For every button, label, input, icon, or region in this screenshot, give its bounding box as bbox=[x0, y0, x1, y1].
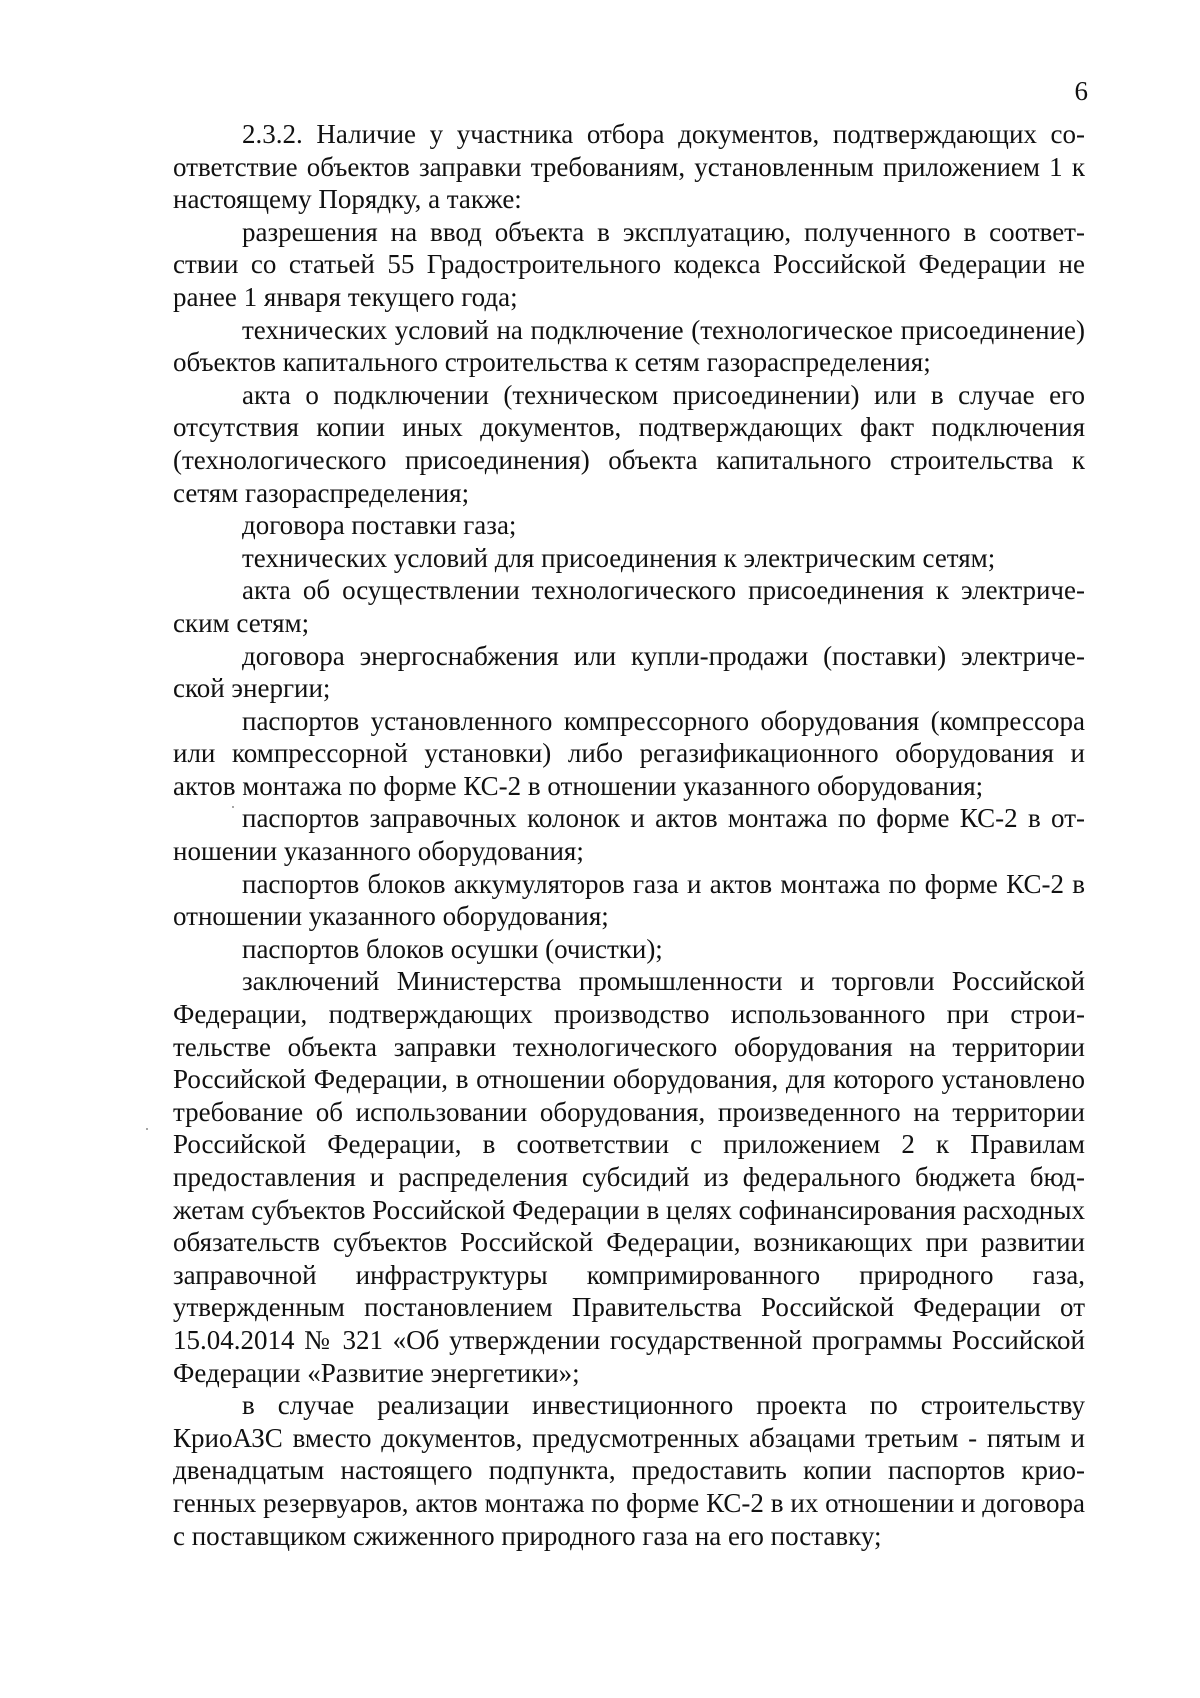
paragraph-electric-connection-conditions: технических условий для присоединения к электрическим сетям; bbox=[242, 542, 996, 573]
scan-speck bbox=[146, 1128, 148, 1130]
paragraph-commissioning-permit: разрешения на ввод объекта в эксплуатацию, полученного в соответствии со статьей 55 Градостроительного кодекса Российской Федерации не ранее 1 января текущего года; bbox=[173, 216, 1085, 312]
paragraph-gas-connection-act: акта о подключении (техническом присоединении) или в случае его отсутствия копии иных документов, подтверждающих факт подключения (технологического присоединения) объекта капитального строительства к сетям газораспределения; bbox=[173, 379, 1085, 508]
page-number: 6 bbox=[1074, 76, 1088, 106]
scan-speck bbox=[232, 806, 234, 808]
paragraph-minpromtorg-conclusions: заключений Министерства промышленности и торговли Российской Федерации, подтверждающих производство использованного при строительстве объекта заправки технологического оборудования на территории Российской Федерации, в отношении оборудования, для которого установлено требование об использовании оборудования, произведенного на территории Российской Федерации, в соответствии с приложением 2 к Правилам предоставления и распределения субсидий из федерального бюджета бюджетам субъектов Российской Федерации в целях софинансирования расходных обязательств субъектов Российской Федерации, возникающих при развитии заправочной инфраструктуры компримированного природного газа, утвержденным постановлением Правительства Российской Федерации от 15.04.2014 № 321 «Об утверждении государственной программы Российской Федерации «Развитие энергетики»; bbox=[173, 966, 1085, 1388]
paragraph-gas-connection-conditions: технических условий на подключение (технологическое присоединение) объектов капитального строительства к сетям газораспределения; bbox=[173, 314, 1085, 378]
paragraph-2-3-2-intro: 2.3.2. Наличие у участника отбора документов, подтверждающих соответствие объектов заправки требованиям, установленным приложением 1 к настоящему Порядку, а также: bbox=[173, 119, 1085, 215]
paragraph-compressor-passports: паспортов установленного компрессорного оборудования (компрессора или компрессорной установки) либо регазификационного оборудования и актов монтажа по форме КС-2 в отношении указанного оборудования; bbox=[173, 705, 1085, 801]
paragraph-dispenser-passports: паспортов заправочных колонок и актов монтажа по форме КС-2 в отношении указанного оборудования; bbox=[173, 803, 1085, 867]
paragraph-dryer-passports: паспортов блоков осушки (очистки); bbox=[242, 933, 663, 964]
paragraph-gas-accumulator-passports: паспортов блоков аккумуляторов газа и актов монтажа по форме КС-2 в отношении указанного оборудования; bbox=[173, 868, 1085, 932]
body-text bbox=[173, 118, 1085, 1552]
paragraph-electric-connection-act: акта об осуществлении технологического присоединения к электрическим сетям; bbox=[173, 575, 1085, 638]
paragraph-energy-supply-contract: договора энергоснабжения или купли-продажи (поставки) электрической энергии; bbox=[173, 640, 1085, 704]
paragraph-cryo-station-case: в случае реализации инвестиционного проекта по строительству КриоАЗС вместо документов, предусмотренных абзацами третьим - пятым и двенадцатым настоящего подпункта, предоставить копии паспортов криогенных резервуаров, актов монтажа по форме КС-2 в их отношении и договора с поставщиком сжиженного природного газа на его поставку; bbox=[173, 1390, 1085, 1551]
paragraph-gas-supply-contract: договора поставки газа; bbox=[242, 510, 517, 541]
